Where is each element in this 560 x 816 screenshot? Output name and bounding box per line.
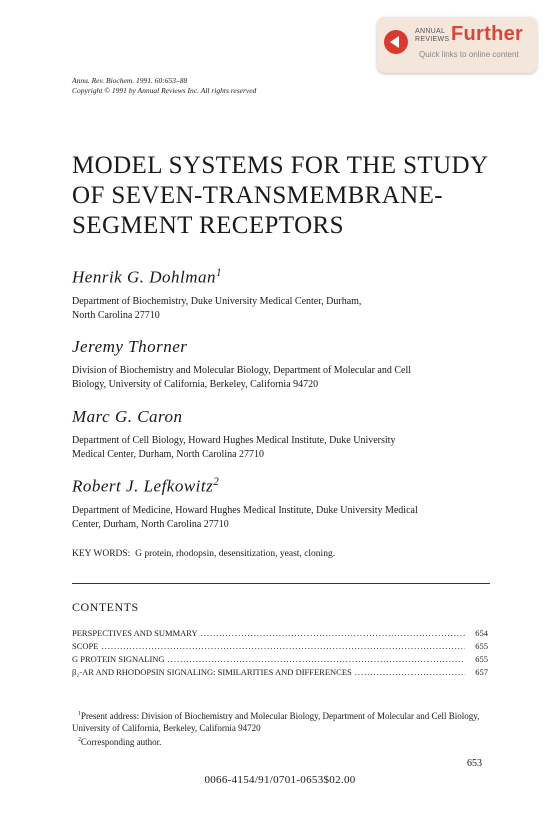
keywords-text: G protein, rhodopsin, desensitization, yeast, cloning. [135, 549, 336, 559]
author-name [72, 407, 183, 427]
footnote-mark: 1 [216, 267, 223, 279]
author-name [72, 476, 219, 497]
divider [72, 583, 490, 584]
brand-line1: ANNUAL [415, 28, 446, 35]
author-name [72, 267, 222, 288]
toc-label: β₂-AR AND RHODOPSIN SIGNALING: SIMILARITIES AND DIFFERENCES [72, 667, 352, 677]
table-of-contents [72, 628, 488, 680]
toc-label: SCOPE [72, 641, 99, 651]
affiliation-line1: Division of Biochemistry and Molecular Biology, Department of Molecular and Cell [72, 365, 411, 376]
toc-entry[interactable] [72, 654, 488, 667]
affiliation-line1: Department of Cell Biology, Howard Hughes Medical Institute, Duke University [72, 435, 396, 446]
further-badge[interactable] [377, 17, 537, 73]
contents-heading: CONTENTS [72, 600, 139, 614]
footnote-mark: 1 [78, 711, 81, 717]
toc-leader-dots [201, 628, 465, 638]
toc-leader-dots [101, 641, 465, 651]
toc-leader-dots [355, 667, 465, 677]
toc-entry[interactable] [72, 641, 488, 654]
citation-line2: Copyright © 1991 by Annual Reviews Inc. All rights reserved [72, 86, 257, 95]
toc-page: 657 [475, 667, 488, 677]
toc-entry[interactable] [72, 628, 488, 641]
affiliation-line2: Center, Durham, North Carolina 27710 [72, 519, 229, 530]
article-code: 0066-4154/91/0701-0653$02.00 [204, 774, 356, 786]
affiliation-line2: Biology, University of California, Berkeley, California 94720 [72, 379, 319, 390]
affiliation-line1: Department of Biochemistry, Duke University Medical Center, Durham, [72, 296, 362, 307]
author-affiliation [72, 434, 492, 462]
keywords-label: KEY WORDS: [72, 549, 131, 559]
title-line1: MODEL SYSTEMS FOR THE STUDY [72, 152, 489, 179]
author-affiliation [72, 504, 492, 532]
page-number: 653 [467, 758, 482, 769]
footnote-mark: 2 [78, 737, 81, 743]
author-affiliation [72, 295, 492, 323]
affiliation-line1: Department of Medicine, Howard Hughes Medical Institute, Duke University Medical [72, 505, 418, 516]
annual-reviews-logo [415, 28, 449, 44]
footnotes [72, 708, 492, 748]
toc-label: PERSPECTIVES AND SUMMARY [72, 628, 198, 638]
play-icon [384, 30, 408, 54]
author-name-text: Robert J. Lefkowitz [72, 476, 214, 496]
author-name-text: Henrik G. Dohlman [72, 267, 217, 287]
brand-line2: REVIEWS [415, 36, 450, 43]
footnote-text: Present address: Division of Biochemistry and Molecular Biology, Department of Molecular and Cell Biology, University of California, Berkeley, California 94720 [72, 711, 480, 733]
citation [72, 76, 256, 96]
toc-leader-dots [168, 654, 465, 664]
author-name-text: Jeremy Thorner [72, 337, 188, 356]
affiliation-line2: Medical Center, Durham, North Carolina 27710 [72, 449, 265, 460]
keywords [72, 549, 335, 559]
footnote-mark: 2 [213, 476, 220, 488]
citation-line1: Annu. Rev. Biochem. 1991. 60:653–88 [72, 76, 188, 85]
footnote-2 [72, 734, 492, 748]
author-name [72, 337, 187, 357]
toc-page: 655 [475, 654, 488, 664]
title-line2: OF SEVEN-TRANSMEMBRANE- [72, 182, 444, 209]
toc-page: 654 [475, 628, 488, 638]
quick-links-label: Quick links to online content [419, 50, 519, 59]
toc-entry[interactable] [72, 667, 488, 680]
article-title [72, 151, 502, 241]
further-label: Further [451, 23, 524, 45]
author-affiliation [72, 364, 492, 392]
toc-label: G PROTEIN SIGNALING [72, 654, 165, 664]
author-name-text: Marc G. Caron [72, 407, 183, 426]
footnote-1 [72, 708, 492, 734]
footnote-text: Corresponding author. [80, 737, 162, 747]
title-line3: SEGMENT RECEPTORS [72, 212, 344, 239]
toc-page: 655 [475, 641, 488, 651]
affiliation-line2: North Carolina 27710 [72, 310, 160, 321]
